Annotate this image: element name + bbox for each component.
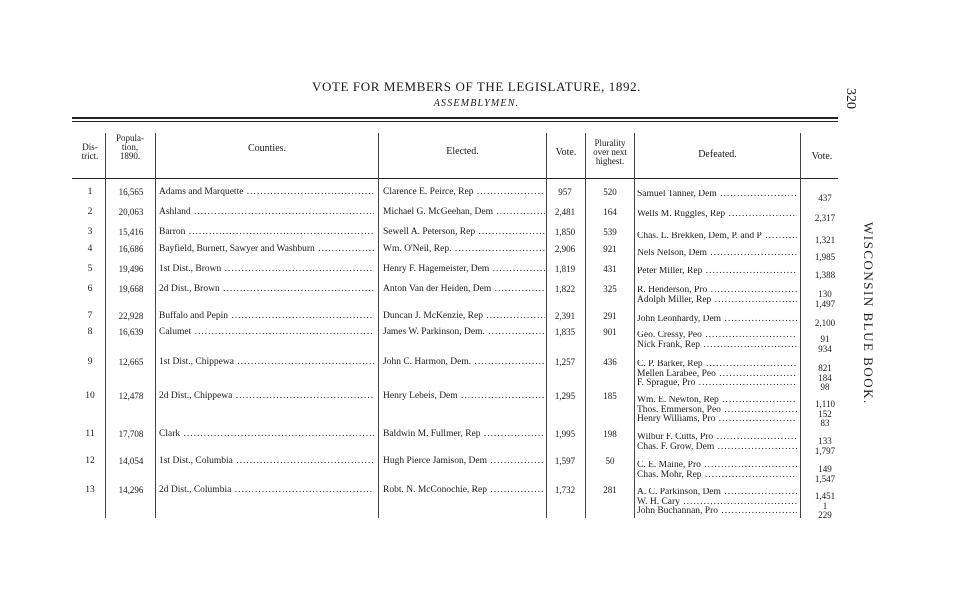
defeated-vote: 437 — [818, 193, 832, 203]
elected-vote: 1,835 — [554, 327, 576, 337]
district-number: 2 — [87, 207, 93, 217]
defeated-candidate: John Leonhardy, Dem ..... — [637, 315, 797, 325]
header-defeated: Defeated. — [698, 149, 737, 160]
elected-vote: 2,906 — [554, 244, 576, 254]
population-value: 14,296 — [118, 485, 144, 495]
plurality-value: 431 — [603, 264, 617, 274]
elected-candidate: Duncan J. McKenzie, Rep ..... — [383, 310, 545, 322]
defeated-votes — [804, 271, 846, 281]
header-rule — [72, 178, 838, 179]
counties-name: Adams and Marquette ..... — [159, 186, 374, 198]
defeated-vote: 1,497 — [814, 298, 836, 309]
elected-vote: 2,481 — [554, 207, 576, 217]
counties-name: 1st Dist., Brown ..... — [159, 263, 374, 275]
table-row — [0, 484, 953, 544]
defeated-candidates — [637, 210, 797, 220]
header-vote: Vote. — [555, 147, 577, 158]
district-number: 3 — [87, 227, 93, 237]
page-subtitle: ASSEMBLYMEN. — [433, 98, 520, 109]
page-number: 320 — [843, 88, 858, 109]
defeated-candidates — [637, 433, 797, 452]
defeated-candidate: Samuel Tanner, Dem ..... — [637, 190, 797, 200]
defeated-vote: 149 — [818, 464, 832, 474]
defeated-candidates — [637, 360, 797, 389]
header-population: Popula- tion, 1890. — [116, 133, 144, 161]
counties-name: 2d Dist., Columbia ..... — [159, 484, 374, 496]
elected-candidate: Clarence E. Peirce, Rep ..... — [383, 186, 545, 198]
population-value: 19,668 — [118, 284, 144, 294]
header-district: Dis- trict. — [81, 142, 99, 161]
defeated-vote: 1,110 — [815, 399, 835, 409]
defeated-vote: 130 — [818, 289, 832, 299]
defeated-candidates — [637, 190, 797, 200]
defeated-votes — [804, 437, 846, 456]
district-number: 5 — [87, 264, 93, 274]
defeated-vote: 821 — [818, 363, 832, 373]
defeated-votes — [804, 253, 846, 263]
elected-candidate: John C. Harmon, Dem. ..... — [383, 356, 545, 368]
plurality-value: 325 — [603, 284, 617, 294]
defeated-vote: 1,451 — [814, 491, 836, 501]
plurality-value: 164 — [603, 207, 617, 217]
elected-vote: 1,822 — [554, 284, 576, 294]
population-value: 22,928 — [118, 311, 144, 321]
plurality-value: 291 — [603, 311, 617, 321]
district-number: 10 — [85, 391, 95, 401]
district-number: 6 — [87, 284, 93, 294]
population-value: 16,686 — [118, 244, 144, 254]
district-number: 12 — [85, 456, 95, 466]
defeated-candidate: Thos. Emmerson, Peo ..... — [637, 406, 797, 416]
counties-name: Calumet ..... — [159, 326, 374, 338]
defeated-votes — [804, 214, 846, 224]
defeated-candidates — [637, 232, 797, 242]
elected-candidate: James W. Parkinson, Dem. ..... — [383, 326, 545, 338]
defeated-candidate: Mellen Larabee, Peo ..... — [637, 370, 797, 380]
population-value: 12,665 — [118, 357, 144, 367]
defeated-vote: 133 — [818, 436, 832, 446]
district-number: 9 — [87, 357, 93, 367]
defeated-vote: 229 — [818, 510, 832, 520]
defeated-candidate: A. C. Parkinson, Dem ..... — [637, 488, 797, 498]
plurality-value: 901 — [603, 327, 617, 337]
counties-name: Ashland ..... — [159, 206, 374, 218]
defeated-vote: 1,985 — [814, 252, 836, 262]
top-rule-thick — [72, 117, 838, 119]
counties-name: 2d Dist., Brown ..... — [159, 283, 374, 295]
defeated-votes — [804, 492, 846, 521]
defeated-vote: 98 — [820, 382, 830, 392]
plurality-value: 50 — [605, 456, 615, 466]
district-number: 1 — [87, 187, 93, 197]
population-value: 19,496 — [118, 264, 144, 274]
plurality-value: 185 — [603, 391, 617, 401]
header-defeated-vote: Vote. — [811, 151, 833, 162]
defeated-vote: 934 — [818, 343, 832, 354]
header-elected: Elected. — [446, 146, 479, 157]
defeated-candidate: Geo. Cressy, Peo ..... — [637, 331, 797, 341]
defeated-candidate: Wilbur F. Cutts, Pro ..... — [637, 433, 797, 443]
defeated-vote: 1,388 — [814, 270, 836, 280]
defeated-candidates — [637, 315, 797, 325]
defeated-candidates — [637, 396, 797, 425]
population-value: 16,565 — [118, 187, 144, 197]
elected-candidate: Henry F. Hagemeister, Dem ..... — [383, 263, 545, 275]
defeated-candidate: John Buchannan, Pro ..... — [637, 507, 797, 517]
counties-name: Barron ..... — [159, 226, 374, 238]
defeated-vote: 184 — [818, 372, 832, 383]
defeated-vote: 1,547 — [814, 473, 836, 484]
elected-candidate: Henry Lebeis, Dem ..... — [383, 390, 545, 402]
elected-vote: 1,732 — [554, 485, 576, 495]
plurality-value: 198 — [603, 429, 617, 439]
elected-candidate: Anton Van der Heiden, Dem ..... — [383, 283, 545, 295]
header-plurality: Plurality over next highest. — [593, 138, 627, 166]
defeated-candidate: Chas. F. Grow, Dem ..... — [637, 443, 797, 453]
defeated-candidate: Henry Williams, Pro ..... — [637, 415, 797, 425]
plurality-value: 539 — [603, 227, 617, 237]
defeated-candidates — [637, 461, 797, 480]
defeated-candidate: Peter Miller, Rep ..... — [637, 267, 797, 277]
defeated-candidates — [637, 267, 797, 277]
elected-vote: 1,257 — [554, 357, 576, 367]
defeated-candidates — [637, 331, 797, 350]
defeated-candidate: R. Henderson, Pro ..... — [637, 286, 797, 296]
elected-vote: 957 — [558, 187, 572, 197]
plurality-value: 921 — [603, 244, 617, 254]
elected-candidate: Sewell A. Peterson, Rep ..... — [383, 226, 545, 238]
defeated-vote: 152 — [818, 408, 832, 419]
counties-name: 1st Dist., Chippewa ..... — [159, 356, 374, 368]
counties-name: Clark ..... — [159, 428, 374, 440]
defeated-candidate: W. H. Cary ..... — [637, 498, 797, 508]
defeated-votes — [804, 465, 846, 484]
defeated-votes — [804, 194, 846, 204]
defeated-votes — [804, 290, 846, 309]
plurality-value: 436 — [603, 357, 617, 367]
header-counties: Counties. — [247, 143, 287, 154]
defeated-vote: 1,321 — [814, 235, 836, 245]
top-rule-thin — [72, 121, 838, 122]
defeated-candidates — [637, 249, 797, 259]
counties-name: Buffalo and Pepin ..... — [159, 310, 374, 322]
elected-vote: 1,819 — [554, 264, 576, 274]
counties-name: 1st Dist., Columbia ..... — [159, 455, 374, 467]
defeated-vote: 1,797 — [814, 445, 836, 456]
elected-vote: 2,391 — [554, 311, 576, 321]
defeated-candidate: Chas. L. Brekken, Dem, P. and P ..... — [637, 232, 797, 242]
elected-candidate: Hugh Pierce Jamison, Dem ..... — [383, 455, 545, 467]
defeated-candidates — [637, 488, 797, 517]
defeated-vote: 2,317 — [814, 213, 836, 223]
plurality-value: 281 — [603, 485, 617, 495]
population-value: 12,478 — [118, 391, 144, 401]
district-number: 11 — [85, 429, 95, 439]
population-value: 16,639 — [118, 327, 144, 337]
defeated-candidate: C. E. Maine, Pro ..... — [637, 461, 797, 471]
population-value: 14,054 — [118, 456, 144, 466]
defeated-votes — [804, 400, 846, 429]
elected-vote: 1,995 — [554, 429, 576, 439]
defeated-votes — [804, 335, 846, 354]
defeated-candidate: Wells M. Ruggles, Rep ..... — [637, 210, 797, 220]
district-number: 8 — [87, 327, 93, 337]
defeated-candidate: Adolph Miller, Rep ..... — [637, 296, 797, 306]
elected-candidate: Michael G. McGeehan, Dem ..... — [383, 206, 545, 218]
defeated-vote: 1 — [822, 500, 828, 511]
page-title: VOTE FOR MEMBERS OF THE LEGISLATURE, 1892. — [311, 79, 642, 94]
plurality-value: 520 — [603, 187, 617, 197]
population-value: 20,063 — [118, 207, 144, 217]
population-value: 17,708 — [118, 429, 144, 439]
defeated-candidate: Nick Frank, Rep ..... — [637, 341, 797, 351]
elected-candidate: Wm. O'Neil, Rep. ..... — [383, 243, 545, 255]
elected-candidate: Robt. N. McConochie, Rep ..... — [383, 484, 545, 496]
elected-vote: 1,295 — [554, 391, 576, 401]
defeated-candidate: F. Sprague, Pro ..... — [637, 379, 797, 389]
district-number: 13 — [85, 485, 95, 495]
defeated-candidate: Nels Nelson, Dem ..... — [637, 249, 797, 259]
district-number: 4 — [87, 244, 93, 254]
counties-name: Bayfield, Burnett, Sawyer and Washburn ..... — [159, 243, 374, 255]
defeated-candidate: C. P. Barker, Rep ..... — [637, 360, 797, 370]
defeated-vote: 83 — [820, 418, 830, 428]
defeated-candidate: Chas. Mohr, Rep ..... — [637, 471, 797, 481]
elected-vote: 1,597 — [554, 456, 576, 466]
elected-vote: 1,850 — [554, 227, 576, 237]
district-number: 7 — [87, 311, 93, 321]
defeated-candidate: Wm. E. Newton, Rep ..... — [637, 396, 797, 406]
defeated-votes — [804, 364, 846, 393]
defeated-candidates — [637, 286, 797, 305]
side-running-title: WISCONSIN BLUE BOOK. — [861, 222, 876, 405]
counties-name: 2d Dist., Chippewa ..... — [159, 390, 374, 402]
elected-candidate: Baldwin M. Fullmer, Rep ..... — [383, 428, 545, 440]
defeated-vote: 2,100 — [814, 318, 836, 328]
defeated-vote: 91 — [820, 334, 830, 344]
population-value: 15,416 — [118, 227, 144, 237]
